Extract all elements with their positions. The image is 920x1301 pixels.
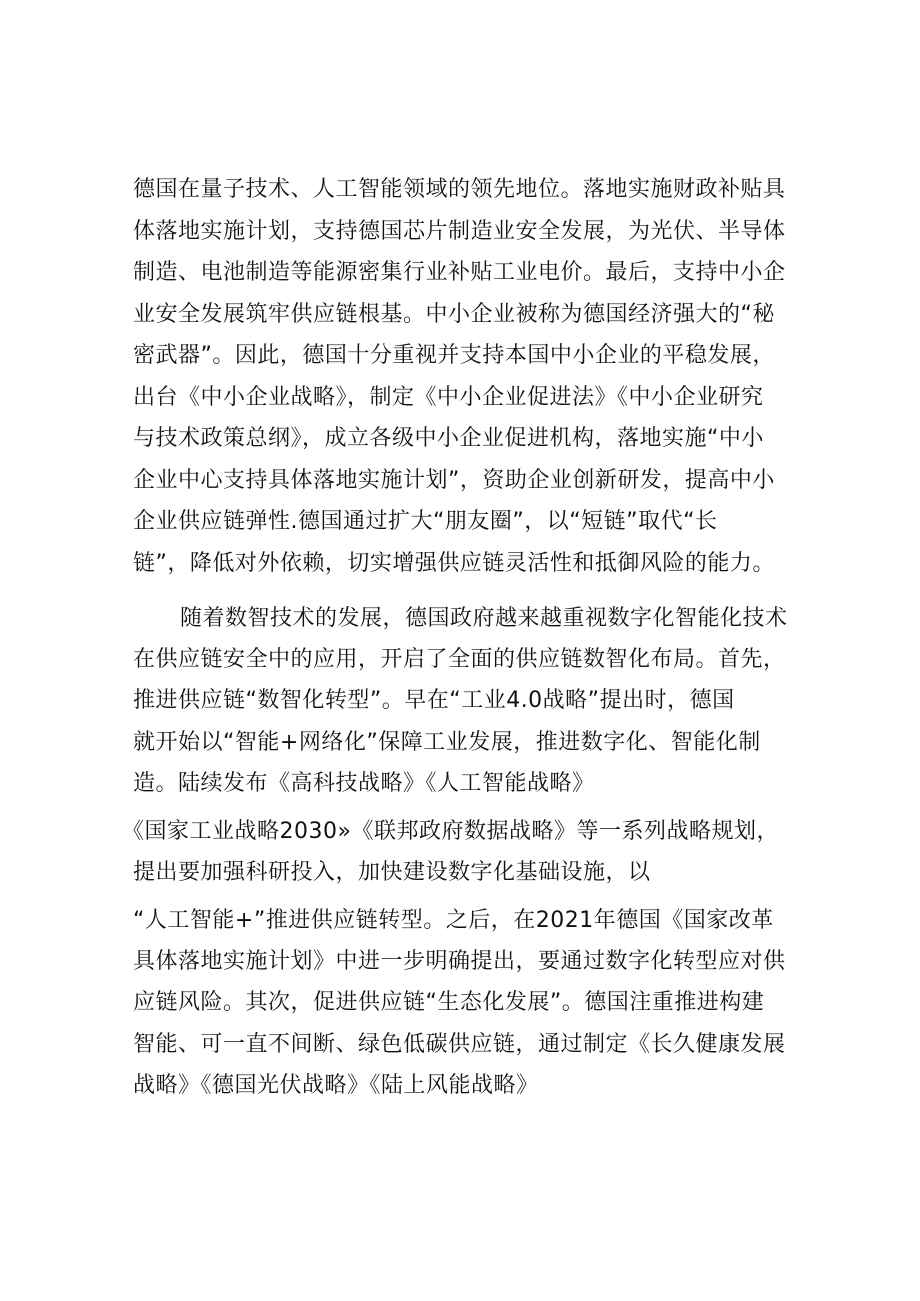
paragraph-line: 造。陆续发布《高科技战略》《人工智能战略》	[133, 771, 595, 796]
paragraph-line: 德国在量子技术、人工智能领域的领先地位。落地实施财政补贴具	[133, 177, 786, 202]
paragraph-line: 具体落地实施计划》中进一步明确提出，要通过数字化转型应对供	[133, 949, 786, 974]
paragraph-line: 链”，降低对外依赖，切实增强供应链灵活性和抵御风险的能力。	[133, 551, 775, 576]
paragraph-line: 密武器”。因此，德国十分重视并支持本国中小企业的平稳发展，	[133, 343, 775, 368]
paragraph-line: 战略》《德国光伏战略》《陆上风能战略》	[133, 1073, 539, 1098]
paragraph-line: 在供应链安全中的应用，开启了全面的供应链数智化布局。首先，	[133, 647, 786, 672]
paragraph-line: 就开始以“智能+网络化”保障工业发展，推进数字化、智能化制	[133, 730, 761, 755]
paragraph-line: “人工智能+”推进供应链转型。之后，在2021年德国《国家改革	[133, 908, 774, 933]
paragraph-line: 推进供应链“数智化转型”。早在“工业4.0战略”提出时，德国	[133, 688, 735, 713]
paragraph-line: 随着数智技术的发展，德国政府越来越重视数字化智能化技术	[180, 606, 788, 631]
paragraph-line: 企业供应链弹性.德国通过扩大“朋友圈”，以“短链”取代“长	[133, 509, 718, 534]
paragraph-line: 与技术政策总纲》，成立各级中小企业促进机构，落地实施“中小	[133, 426, 764, 451]
paragraph-line: 出台《中小企业战略》，制定《中小企业促进法》《中小企业研究	[133, 385, 764, 410]
paragraph-line: 提出要加强科研投入，加快建设数字化基础设施，以	[133, 860, 651, 885]
paragraph-line: 制造、电池制造等能源密集行业补贴工业电价。最后，支持中小企	[133, 260, 786, 285]
paragraph-line: 智能、可一直不间断、绿色低碳供应链，通过制定《长久健康发展	[133, 1032, 786, 1057]
paragraph-line: 业安全发展筑牢供应链根基。中小企业被称为德国经济强大的“秘	[133, 302, 775, 327]
paragraph-line: 企业中心支持具体落地实施计划”，资助企业创新研发，提高中小	[133, 468, 775, 493]
paragraph-line: 应链风险。其次，促进供应链“生态化发展”。德国注重推进构建	[133, 990, 765, 1015]
paragraph-line: 《国家工业战略2030»《联邦政府数据战略》等一系列战略规划，	[122, 819, 779, 844]
paragraph-line: 体落地实施计划，支持德国芯片制造业安全发展，为光伏、半导体	[133, 219, 786, 244]
